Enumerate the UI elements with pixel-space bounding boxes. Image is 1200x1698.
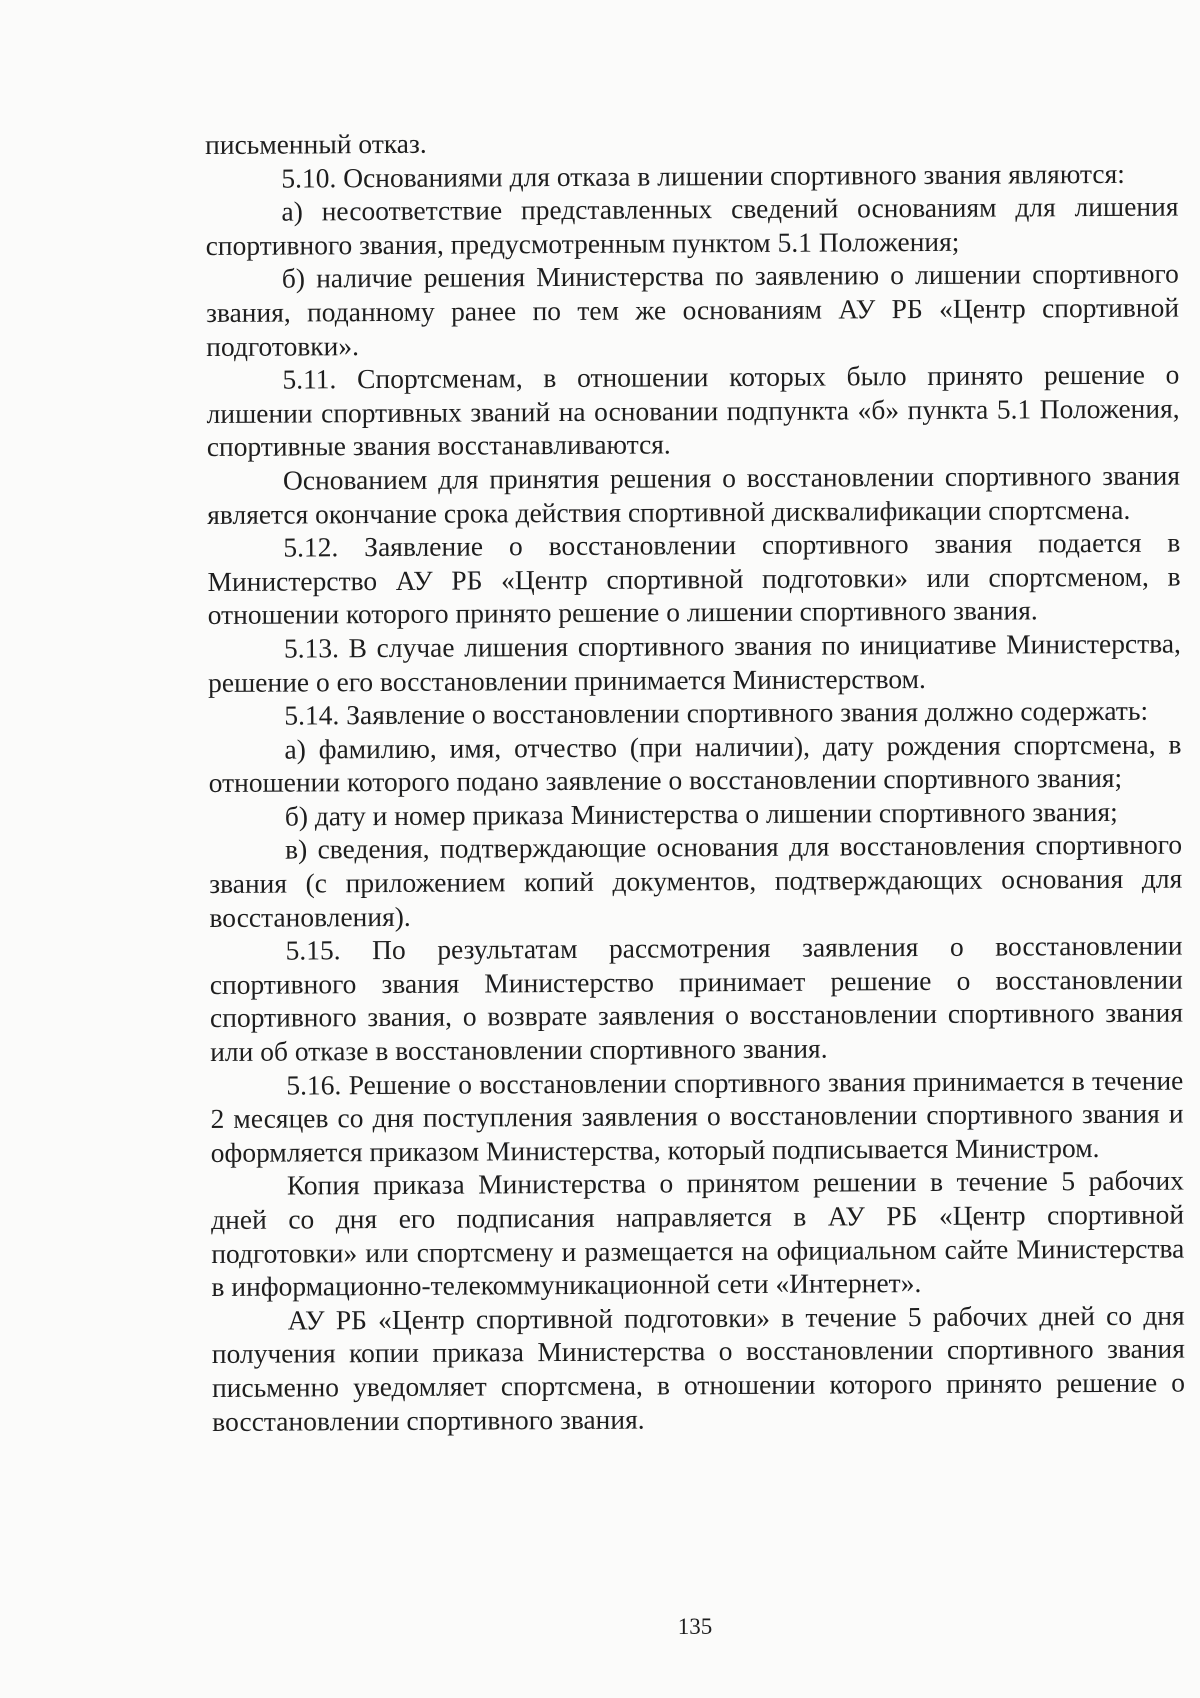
paragraph-5-10: 5.10. Основаниями для отказа в лишении спортивного звания являются: <box>281 157 1125 194</box>
paragraph-continuation: письменный отказ. <box>205 127 427 160</box>
paragraph-5-10-a: а) несоответствие представленных сведений основаниям для лишения спортивного звания, предусмотренным пунктом 5.1 Положения; <box>205 190 1179 261</box>
paragraph-5-11: 5.11. Спортсменам, в отношении которых было принято решение о лишении спортивных званий на основании подпункта «б» пункта 5.1 Положения, спортивные звания восстанавливаются. <box>206 358 1180 463</box>
page-number: 135 <box>677 1614 713 1639</box>
paragraph-5-16-notice: АУ РБ «Центр спортивной подготовки» в течение 5 рабочих дней со дня получения копии приказа Министерства о восстановлении спортивного звания письменно уведомляет спортсмена, в отношении которого принято решение о восстановлении спортивного звания. <box>211 1299 1186 1437</box>
paragraph-5-12: 5.12. Заявление о восстановлении спортивного звания подается в Министерство АУ РБ «Центр спортивной подготовки» или спортсменом, в отношении которого принято решение о лишении спортивного звания. <box>207 526 1181 631</box>
paragraph-5-16: 5.16. Решение о восстановлении спортивного звания принимается в течение 2 месяцев со дня поступления заявления о восстановлении спортивного звания и оформляется приказом Министерства, который подписывается Министром. <box>210 1064 1184 1168</box>
paragraph-5-13: 5.13. В случае лишения спортивного звания по инициативе Министерства, решение о его восстановлении принимается Министерством. <box>208 627 1181 698</box>
paragraph-5-14-c: в) сведения, подтверждающие основания для восстановления спортивного звания (с приложением копий документов, подтверждающих основания для восстановления). <box>209 829 1183 933</box>
paragraph-5-15: 5.15. По результатам рассмотрения заявления о восстановлении спортивного звания Министерство принимает решение о восстановлении спортивного звания, о возврате заявления о восстановлении спортивного звания или об отказе в восстановлении спортивного звания. <box>209 929 1184 1068</box>
paragraph-5-14-a: а) фамилию, имя, отчество (при наличии), дату рождения спортсмена, в отношении которого подано заявление о восстановлении спортивного звания; <box>208 728 1182 799</box>
document-body <box>205 123 1185 1439</box>
paragraph-5-11-basis: Основанием для принятия решения о восстановлении спортивного звания является окончание срока действия спортивной дисквалификации спортсмена. <box>207 459 1181 530</box>
paragraph-5-14-b: б) дату и номер приказа Министерства о лишении спортивного звания; <box>284 795 1118 832</box>
paragraph-5-16-copy: Копия приказа Министерства о принятом решении в течение 5 рабочих дней со дня его подписания направляется в АУ РБ «Центр спортивной подготовки» или спортсмену и размещается на официальном сайте Министерства в информационно-телекоммуникационной сети «Интернет». <box>211 1164 1185 1303</box>
paragraph-5-10-b: б) наличие решения Министерства по заявлению о лишении спортивного звания, поданному ранее по тем же основаниям АУ РБ «Центр спортивной подготовки». <box>205 257 1180 362</box>
paragraph-5-14: 5.14. Заявление о восстановлении спортивного звания должно содержать: <box>284 694 1149 731</box>
